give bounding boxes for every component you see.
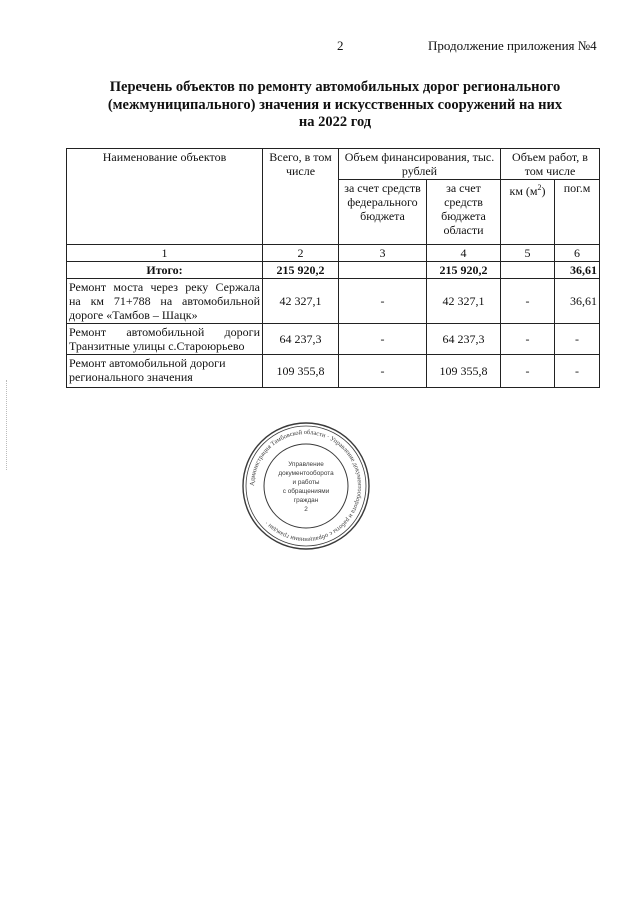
row-total: 64 237,3: [263, 324, 339, 355]
header-object-name: Наименование объектов: [67, 149, 263, 245]
column-number: 6: [555, 245, 600, 262]
name-line: Транзитные улицы с.Староюрьево: [69, 339, 245, 353]
column-number: 3: [339, 245, 427, 262]
header-works: Объем работ, в том числе: [501, 149, 600, 180]
header-linear-m: пог.м: [555, 180, 600, 245]
header-km-label: км (м: [509, 184, 538, 198]
total-linear-m: 36,61: [555, 262, 600, 279]
row-regional: 42 327,1: [427, 279, 501, 324]
row-object-name: [67, 324, 263, 355]
column-number: 1: [67, 245, 263, 262]
row-federal: -: [339, 324, 427, 355]
objects-table: [66, 148, 600, 388]
total-federal: [339, 262, 427, 279]
official-stamp-icon: [240, 420, 372, 552]
row-km: -: [501, 324, 555, 355]
stamp-inner-line: 2: [304, 506, 308, 513]
total-km: [501, 262, 555, 279]
margin-scan-mark: [6, 380, 9, 470]
row-linear-m: 36,61: [555, 279, 600, 324]
row-linear-m: -: [555, 324, 600, 355]
row-regional: 64 237,3: [427, 324, 501, 355]
header-km: [501, 180, 555, 245]
header-km-close: ): [541, 184, 546, 198]
table-row: [67, 355, 600, 388]
row-km: -: [501, 279, 555, 324]
row-federal: -: [339, 279, 427, 324]
total-label: Итого:: [67, 262, 263, 279]
stamp-outer-text: Администрация Тамбовской области · Управление документооборота и работы с обращениями граждан ·: [248, 428, 364, 544]
stamp-inner-line: с обращениями: [282, 488, 330, 495]
stamp-inner-line: граждан: [293, 497, 319, 504]
header-total: Всего, в том числе: [263, 149, 339, 245]
name-line: Ремонт автомобильной дороги: [69, 325, 260, 339]
name-line: Ремонт автомобильной дороги: [69, 356, 226, 370]
column-numbers-row: [67, 245, 600, 262]
row-km: -: [501, 355, 555, 388]
title-line-2: (межмуниципального) значения и искусственных сооружений на них: [107, 96, 563, 113]
row-object-name: [67, 355, 263, 388]
row-linear-m: -: [555, 355, 600, 388]
document-title: [70, 79, 600, 132]
total-row: [67, 262, 600, 279]
header-federal: за счет средств федерального бюджета: [339, 180, 427, 245]
row-total: 42 327,1: [263, 279, 339, 324]
total-regional: 215 920,2: [427, 262, 501, 279]
table-row: [67, 279, 600, 324]
row-object-name: [67, 279, 263, 324]
row-total: 109 355,8: [263, 355, 339, 388]
column-number: 4: [427, 245, 501, 262]
name-line: Ремонт моста через реку Сержала: [69, 280, 260, 294]
header-km-sup: 2: [537, 183, 542, 192]
header-regional: за счет средств бюджета области: [427, 180, 501, 245]
title-line-3: на 2022 год: [298, 114, 372, 130]
appendix-note: Продолжение приложения №4: [428, 38, 597, 53]
header-funding: Объем финансирования, тыс. рублей: [339, 149, 501, 180]
name-line: регионального значения: [69, 370, 193, 384]
page-number: 2: [337, 38, 344, 53]
header-row-1: [67, 149, 600, 180]
name-line: на км 71+788 на автомобильной: [69, 294, 260, 308]
title-line-1: Перечень объектов по ремонту автомобильных дорог регионального: [109, 79, 561, 95]
stamp-inner-line: Управление: [288, 461, 324, 468]
table-row: [67, 324, 600, 355]
stamp-inner-line: и работы: [292, 479, 320, 486]
total-sum: 215 920,2: [263, 262, 339, 279]
stamp-inner-line: документооборота: [278, 470, 334, 477]
name-line: дороге «Тамбов – Шацк»: [69, 308, 198, 322]
row-federal: -: [339, 355, 427, 388]
row-regional: 109 355,8: [427, 355, 501, 388]
column-number: 5: [501, 245, 555, 262]
column-number: 2: [263, 245, 339, 262]
